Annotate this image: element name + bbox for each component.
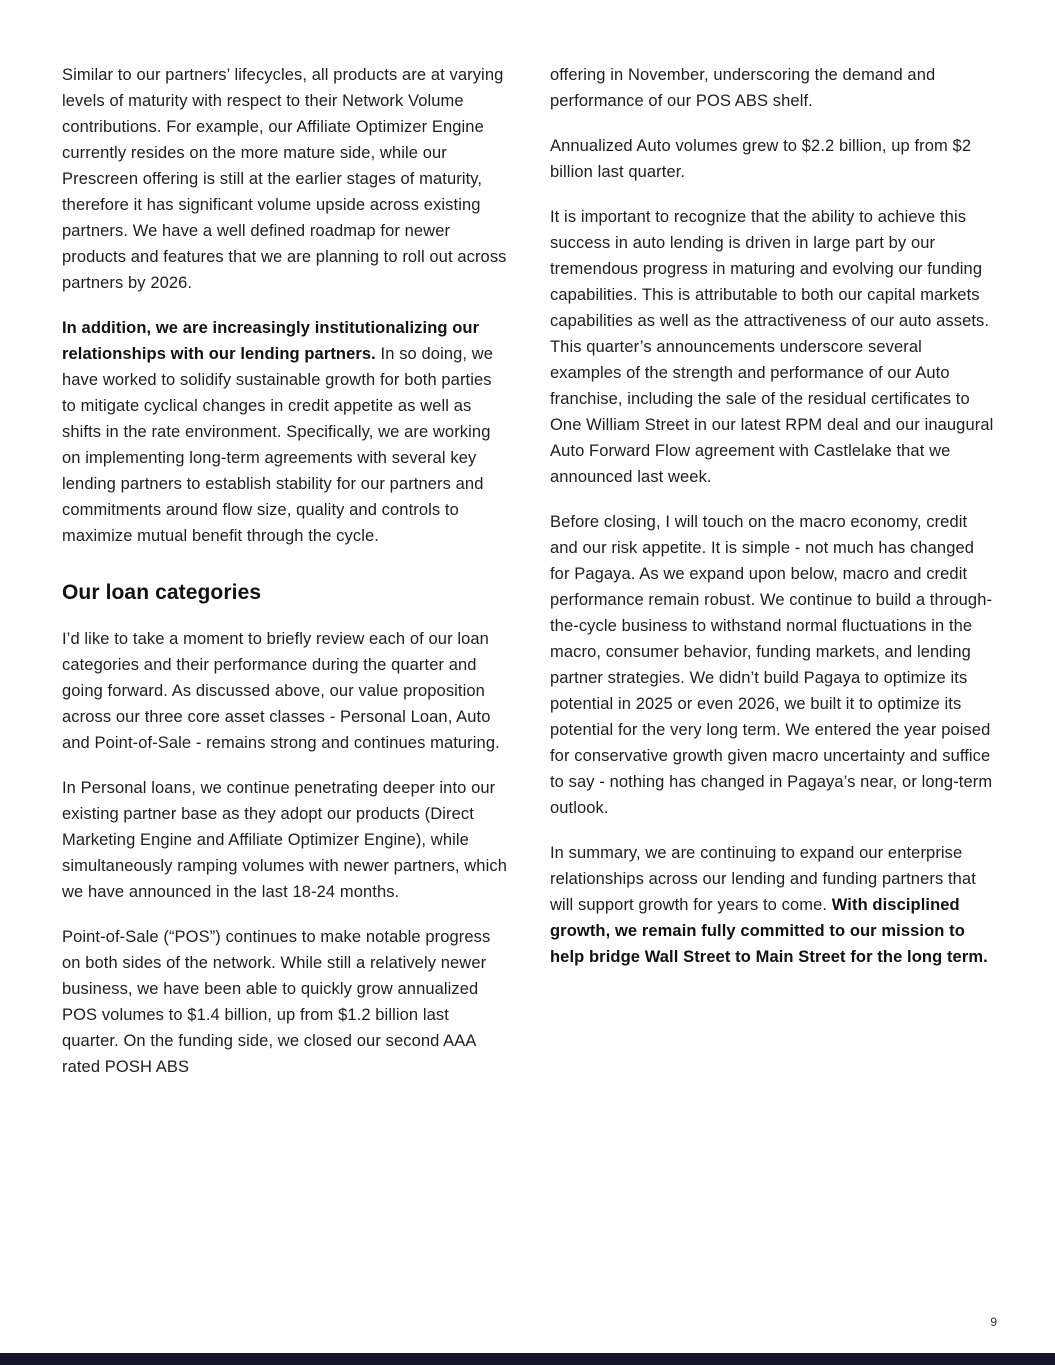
right-column xyxy=(550,62,996,1099)
paragraph: I’d like to take a moment to briefly review each of our loan categories and their performance during the quarter and going forward. As discussed above, our value proposition across our three core asset classes - Personal Loan, Auto and Point-of-Sale - remains strong and continues maturing. xyxy=(62,630,500,752)
paragraph: In addition, we are increasingly institutionalizing our relationships with our lending partners. In so doing, we have worked to solidify sustainable growth for both parties to mitigate cyclical changes in credit appetite as well as shifts in the rate environment. Specifically, we are working on implementing long-term agreements with several key lending partners to establish stability for our partners and commitments around flow size, quality and controls to maximize mutual benefit through the cycle. xyxy=(62,319,494,545)
paragraph: In summary, we are continuing to expand our enterprise relationships across our lending and funding partners that will support growth for years to come. With disciplined growth, we remain fully committed to our mission to help bridge Wall Street to Main Street for the long term. xyxy=(550,844,988,966)
paragraph: It is important to recognize that the ability to achieve this success in auto lending is driven in large part by our tremendous progress in maturing and evolving our funding capabilities. This is attributable to both our capital markets capabilities as well as the attractiveness of our auto assets. This quarter’s announcements underscore several examples of the strength and performance of our Auto franchise, including the sale of the residual certificates to One William Street in our latest RPM deal and our inaugural Auto Forward Flow agreement with Castlelake that we announced last week. xyxy=(550,208,994,486)
paragraph: In Personal loans, we continue penetrating deeper into our existing partner base as they adopt our products (Direct Marketing Engine and Affiliate Optimizer Engine), while simultaneously ramping volumes with newer partners, which we have announced in the last 18-24 months. xyxy=(62,779,507,901)
left-column xyxy=(62,62,508,1099)
paragraph: Point-of-Sale (“POS”) continues to make notable progress on both sides of the network. While still a relatively newer business, we have been able to quickly grow annualized POS volumes to $1.4 billion, up from $1.2 billion last quarter. On the funding side, we closed our second AAA rated POSH ABS xyxy=(62,928,491,1076)
paragraph: Before closing, I will touch on the macro economy, credit and our risk appetite. It is simple - not much has changed for Pagaya. As we expand upon below, macro and credit performance remain robust. We continue to build a through-the-cycle business to withstand normal fluctuations in the macro, consumer behavior, funding markets, and lending partner strategies. We didn’t build Pagaya to optimize its potential in 2025 or even 2026, we built it to optimize its potential for the very long term. We entered the year poised for conservative growth given macro uncertainty and suffice to say - nothing has changed in Pagaya’s near, or long-term outlook. xyxy=(550,513,993,817)
footer-bar xyxy=(0,1353,1055,1365)
paragraph: Similar to our partners’ lifecycles, all products are at varying levels of maturity with respect to their Network Volume contributions. For example, our Affiliate Optimizer Engine currently resides on the more mature side, while our Prescreen offering is still at the earlier stages of maturity, therefore it has significant volume upside across existing partners. We have a well defined roadmap for newer products and features that we are planning to roll out across partners by 2026. xyxy=(62,66,507,292)
paragraph: offering in November, underscoring the demand and performance of our POS ABS shelf. xyxy=(550,66,936,110)
paragraph: Annualized Auto volumes grew to $2.2 billion, up from $2 billion last quarter. xyxy=(550,137,972,181)
page-number: 9 xyxy=(990,1315,997,1329)
section-heading: Our loan categories xyxy=(62,581,262,604)
